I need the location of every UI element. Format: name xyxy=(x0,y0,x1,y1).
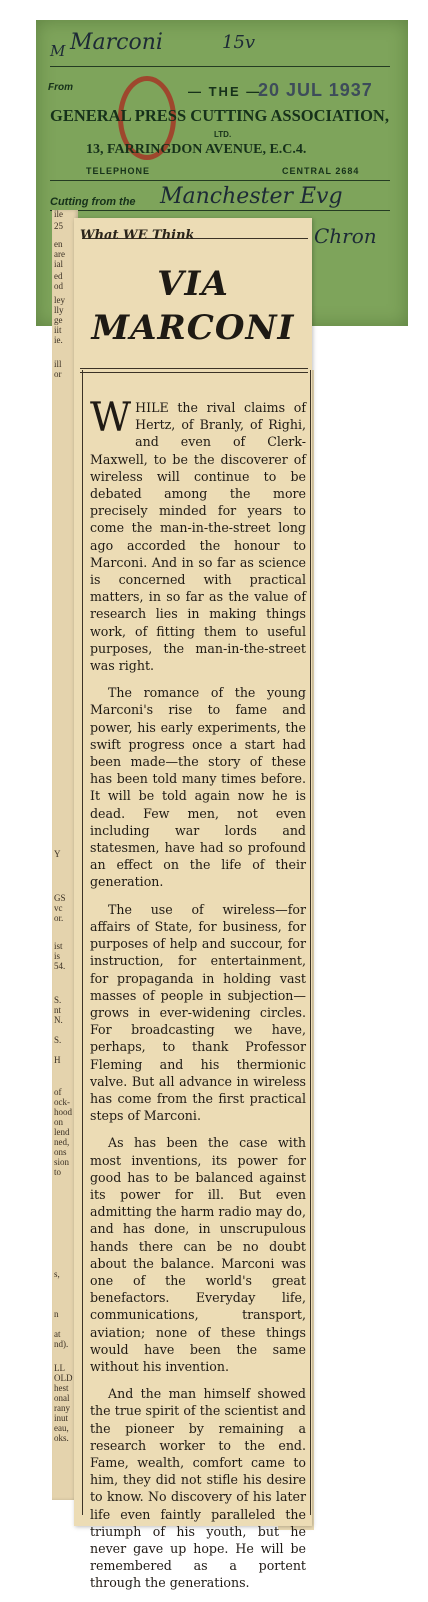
strip-fragment: ill xyxy=(54,359,62,369)
article-paragraph: And the man himself showed the true spirit of the scientist and the pioneer by remaining a research worker to the end. Fame, wealth, comfort came to him, they did not stifle his desire to know. No discovery of his later life even faintly paralleled the triumph of his youth, but he never gave up hope. He will be remembered as a portent through the generations. xyxy=(90,1386,306,1591)
strip-fragment: lend xyxy=(54,1127,70,1137)
article-paragraph: As has been the case with most inventions, its power for good has to be balanced against its power for ill. But even admitting the harm radio may do, and has done, in unscrupulous hands there can be no doubt about the balance. Marconi was one of the world's great benefactors. Everyday life, communications, transport, aviation; none of these things would have been the same without his invention. xyxy=(90,1135,306,1374)
strip-fragment: en xyxy=(54,239,63,249)
strip-fragment: ie. xyxy=(54,335,63,345)
strip-fragment: or. xyxy=(54,913,64,923)
source-handwritten: Manchester Evg xyxy=(160,184,343,209)
company-address: 13, FARRINGDON AVENUE, E.C.4. xyxy=(86,142,307,157)
article-paragraph: WHILE the rival claims of Hertz, of Branly, of Righi, and even of Clerk-Maxwell, to be the discoverer of wireless will continue to be debated among the more precisely minded for years to come the man-in-the-street long ago accorded the honour to Marconi. And in so far as science is concerned with practical matters, in so far as the value of research lies in making things work, of fitting them to useful purposes, the man-in-the-street was right. xyxy=(90,395,306,674)
strip-fragment: iit xyxy=(54,325,62,335)
headline-line-2: MARCONI xyxy=(91,308,295,348)
strip-fragment: od xyxy=(54,281,63,291)
article-body xyxy=(90,395,306,1602)
company-name: GENERAL PRESS CUTTING ASSOCIATION, xyxy=(50,106,389,125)
strip-fragment: is xyxy=(54,951,61,961)
company-ltd: LTD. xyxy=(214,130,232,139)
column-rule-right xyxy=(310,370,311,1515)
article-kicker: What WE Think xyxy=(80,228,195,243)
extra-handwritten: Chron xyxy=(314,224,377,248)
strip-fragment: S. xyxy=(54,1035,62,1045)
strip-fragment: N. xyxy=(54,1015,63,1025)
strip-fragment: vc xyxy=(54,903,63,913)
strip-fragment: ist xyxy=(54,941,63,951)
strip-fragment: LL xyxy=(54,1363,65,1373)
strip-fragment: at xyxy=(54,1329,61,1339)
strip-fragment: 54. xyxy=(54,961,66,971)
strip-fragment: ned, xyxy=(54,1137,70,1147)
slip-client-name: Marconi xyxy=(70,30,163,55)
strip-fragment: sion xyxy=(54,1157,70,1167)
telephone-number: CENTRAL 2684 xyxy=(282,166,360,176)
strip-fragment: hood xyxy=(54,1107,72,1117)
cutting-from-label: Cutting from the xyxy=(50,196,136,208)
slip-the-label: — THE — xyxy=(188,84,262,99)
headline-divider xyxy=(80,368,308,369)
strip-fragment: H xyxy=(54,1055,61,1065)
strip-fragment: ons xyxy=(54,1147,67,1157)
strip-fragment: nt xyxy=(54,1005,62,1015)
article-paragraph: The use of wireless—for affairs of State, for business, for purposes of help and succour, for instruction, for entertainment, for propaganda in holding vast masses of people in subjection—grows in ever-widening circles. For broadcasting we have, perhaps, to thank Professor Fleming and his thermionic valve. But all advance in wireless has come from the first practical steps of Marconi. xyxy=(90,901,306,1124)
strip-fragment: to xyxy=(54,1167,62,1177)
strip-fragment: S. xyxy=(54,995,62,1005)
strip-fragment: of xyxy=(54,1087,62,1097)
strip-fragment: n xyxy=(54,1309,59,1319)
strip-fragment: nd). xyxy=(54,1339,69,1349)
strip-fragment: ile xyxy=(54,210,63,219)
slip-client-note: 15v xyxy=(222,32,256,53)
strip-fragment: Y xyxy=(54,849,61,859)
article-headline xyxy=(74,256,312,350)
telephone-label: TELEPHONE xyxy=(86,166,151,176)
strip-fragment: rany xyxy=(54,1403,70,1413)
strip-fragment: ge xyxy=(54,315,63,325)
strip-fragment: onal xyxy=(54,1393,70,1403)
strip-fragment: are xyxy=(54,249,65,259)
strip-fragment: ed xyxy=(54,271,63,281)
headline-divider-2 xyxy=(80,372,308,373)
strip-fragment: OLD xyxy=(54,1373,73,1383)
date-stamp: 20 JUL 1937 xyxy=(258,80,373,100)
strip-fragment: ial xyxy=(54,259,63,269)
strip-fragment: GS xyxy=(54,893,66,903)
strip-fragment: inut xyxy=(54,1413,69,1423)
column-rule-left xyxy=(82,370,83,1515)
drop-cap: W xyxy=(90,395,132,441)
strip-fragment: hest xyxy=(54,1383,69,1393)
from-label: From xyxy=(48,82,73,93)
strip-fragment: ock- xyxy=(54,1097,70,1107)
headline-line-1: VIA xyxy=(157,264,229,304)
strip-fragment: s, xyxy=(54,1269,60,1279)
strip-fragment: or xyxy=(54,369,62,379)
strip-fragment: on xyxy=(54,1117,63,1127)
strip-fragment: eau, xyxy=(54,1423,69,1433)
strip-fragment: lly xyxy=(54,305,64,315)
strip-fragment: 25 xyxy=(54,221,63,231)
article-paragraph: The romance of the young Marconi's rise to fame and power, his early experiments, the swift progress once a start had been made—the story of these has been told many times before. It will be told again now he is dead. Few men, not even including war lords and statesmen, have had so profound an effect on the life of their generation. xyxy=(90,685,306,890)
slip-prefix-mark: M xyxy=(50,42,66,60)
strip-fragment: ley xyxy=(54,295,65,305)
strip-fragment: oks. xyxy=(54,1433,69,1443)
